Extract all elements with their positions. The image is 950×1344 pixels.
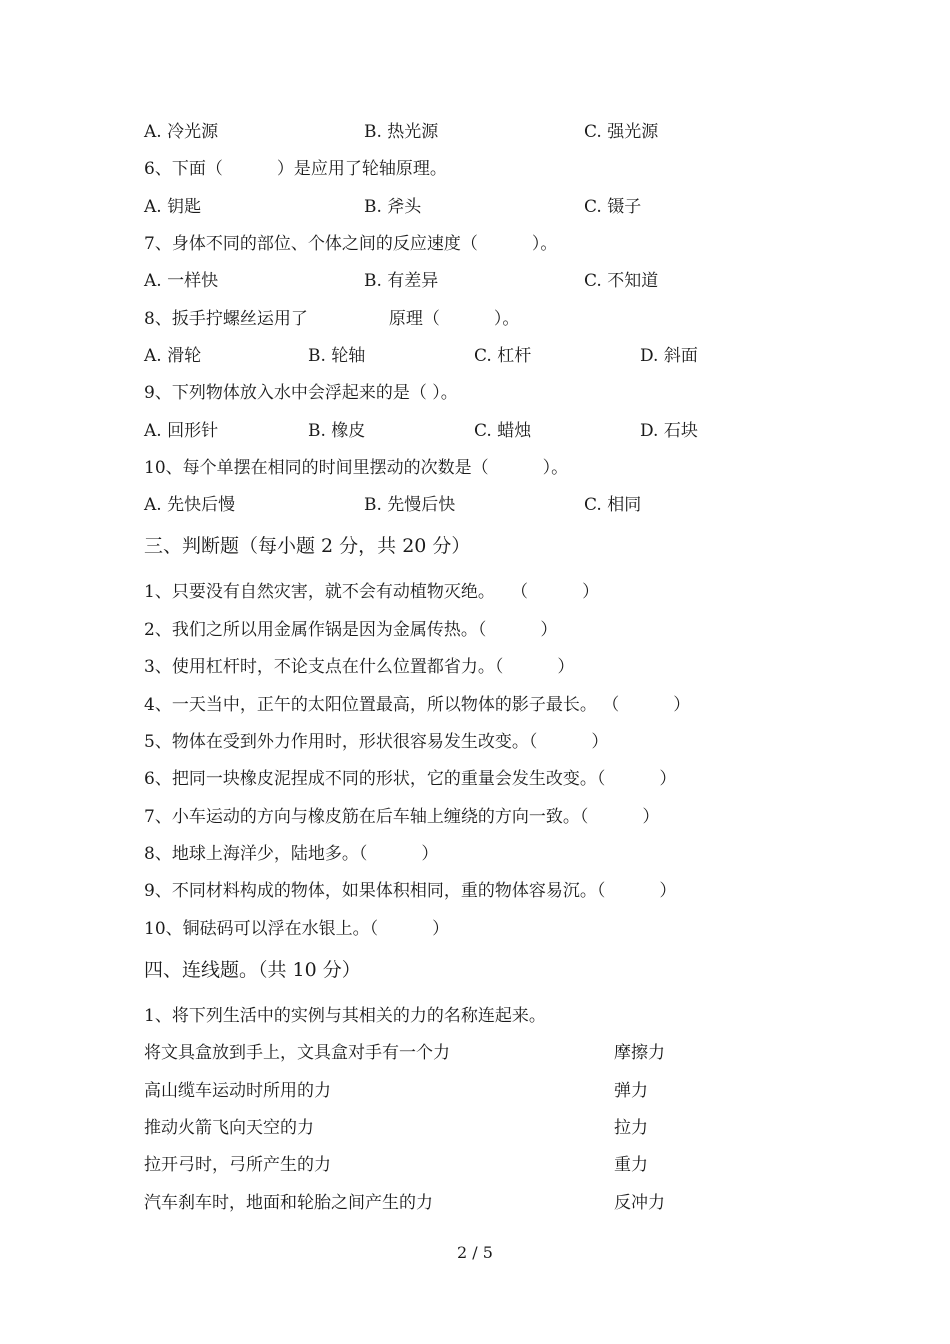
q9-option-b: B. 橡皮	[308, 421, 366, 441]
judge-item-10: 10、铜砝码可以浮在水银上。（ ）	[144, 919, 450, 939]
q8-option-c: C. 杠杆	[474, 346, 532, 366]
judge-item-5: 5、物体在受到外力作用时，形状很容易发生改变。（ ）	[144, 732, 609, 752]
judge-item-9: 9、不同材料构成的物体，如果体积相同，重的物体容易沉。（ ）	[144, 881, 677, 901]
q10-stem: 10、每个单摆在相同的时间里摆动的次数是（ ）。	[144, 458, 569, 478]
q8-option-d: D. 斜面	[640, 346, 698, 366]
section3-title: 三、判断题（每小题 2 分，共 20 分）	[144, 535, 471, 557]
q7-stem: 7、身体不同的部位、个体之间的反应速度（ ）。	[144, 234, 558, 254]
q6-option-a: A. 钥匙	[144, 197, 202, 217]
match-left-3: 推动火箭飞向天空的力	[144, 1118, 314, 1138]
match-intro: 1、将下列生活中的实例与其相关的力的名称连起来。	[144, 1006, 546, 1026]
judge-item-7: 7、小车运动的方向与橡皮筋在后车轴上缠绕的方向一致。（ ）	[144, 807, 660, 827]
page-number: 2 / 5	[457, 1243, 493, 1262]
match-left-5: 汽车刹车时，地面和轮胎之间产生的力	[144, 1193, 433, 1213]
judge-item-4: 4、一天当中，正午的太阳位置最高，所以物体的影子最长。 （ ）	[144, 695, 691, 715]
q8-stem: 8、扳手拧螺丝运用了 原理（ ）。	[144, 309, 520, 329]
match-left-1: 将文具盒放到手上，文具盒对手有一个力	[144, 1043, 450, 1063]
judge-item-6: 6、把同一块橡皮泥捏成不同的形状，它的重量会发生改变。（ ）	[144, 769, 677, 789]
match-right-4: 重力	[614, 1155, 648, 1175]
q5-option-c: C. 强光源	[584, 122, 659, 142]
q9-option-c: C. 蜡烛	[474, 421, 532, 441]
q8-option-a: A. 滑轮	[144, 346, 202, 366]
judge-item-1: 1、只要没有自然灾害，就不会有动植物灭绝。 （ ）	[144, 582, 600, 602]
q10-option-b: B. 先慢后快	[364, 495, 456, 515]
q9-stem: 9、下列物体放入水中会浮起来的是（ ）。	[144, 383, 458, 403]
match-right-1: 摩擦力	[614, 1043, 665, 1063]
q6-option-b: B. 斧头	[364, 197, 422, 217]
q8-option-b: B. 轮轴	[308, 346, 366, 366]
match-right-3: 拉力	[614, 1118, 648, 1138]
q7-option-a: A. 一样快	[144, 271, 219, 291]
match-right-5: 反冲力	[614, 1193, 665, 1213]
section4-title: 四、连线题。（共 10 分）	[144, 959, 361, 981]
q5-option-b: B. 热光源	[364, 122, 439, 142]
q7-option-c: C. 不知道	[584, 271, 659, 291]
q6-option-c: C. 镊子	[584, 197, 642, 217]
q9-option-d: D. 石块	[640, 421, 698, 441]
q6-stem: 6、下面（ ）是应用了轮轴原理。	[144, 159, 447, 179]
match-left-2: 高山缆车运动时所用的力	[144, 1081, 331, 1101]
match-right-2: 弹力	[614, 1081, 648, 1101]
judge-item-2: 2、我们之所以用金属作锅是因为金属传热。（ ）	[144, 620, 558, 640]
judge-item-8: 8、地球上海洋少，陆地多。（ ）	[144, 844, 439, 864]
q5-option-a: A. 冷光源	[144, 122, 219, 142]
judge-item-3: 3、使用杠杆时，不论支点在什么位置都省力。（ ）	[144, 657, 575, 677]
q10-option-c: C. 相同	[584, 495, 642, 515]
q7-option-b: B. 有差异	[364, 271, 439, 291]
q10-option-a: A. 先快后慢	[144, 495, 236, 515]
q9-option-a: A. 回形针	[144, 421, 219, 441]
match-left-4: 拉开弓时，弓所产生的力	[144, 1155, 331, 1175]
